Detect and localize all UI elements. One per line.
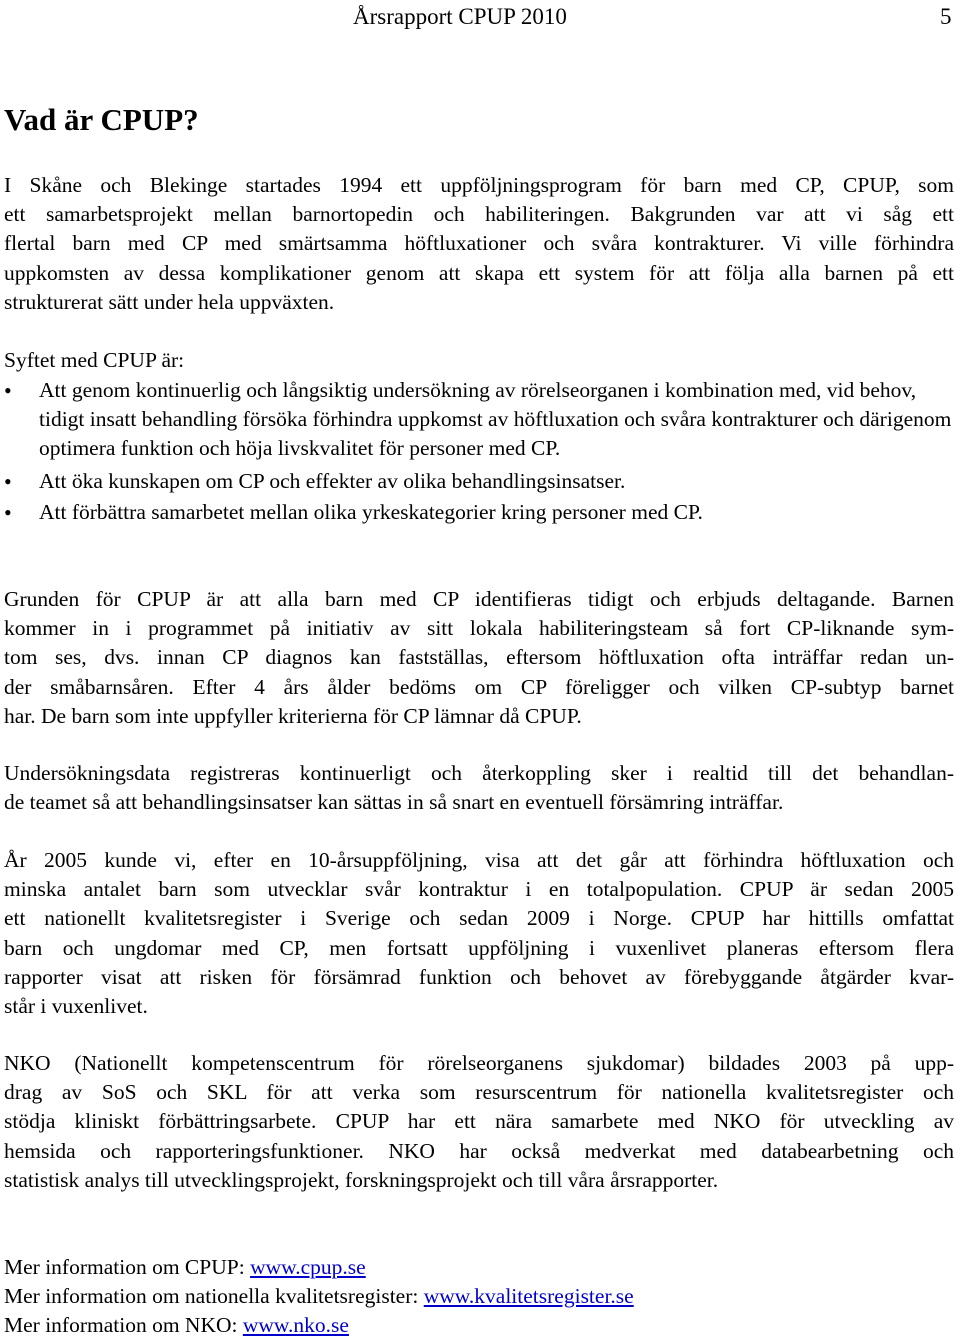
purpose-list (4, 376, 954, 527)
basis-paragraph (4, 585, 954, 731)
page-number: 5 (940, 4, 952, 29)
text-line: Grunden för CPUP är att alla barn med CP identifieras tidigt och erbjuds deltagande. Barnen (4, 587, 954, 611)
text-line: Undersökningsdata registreras kontinuerligt och återkoppling sker i realtid till det behandlan- (4, 761, 954, 785)
text-line: uppkomsten av dessa komplikationer genom att skapa ett system för att följa alla barnen på ett (4, 260, 954, 285)
info-label: Mer information om NKO: (4, 1313, 243, 1338)
text-line: I Skåne och Blekinge startades 1994 ett uppföljningsprogram för barn med CP, CPUP, som (4, 173, 954, 197)
text-line: stödja kliniskt förbättringsarbete. CPUP har ett nära samarbete med NKO för utveckling av (4, 1109, 954, 1134)
intro-paragraph (4, 171, 954, 317)
list-item: • Att förbättra samarbetet mellan olika yrkeskategorier kring personer med CP. (4, 498, 954, 527)
text-line: barn och ungdomar med CP, men fortsatt uppföljning i vuxenlivet planeras eftersom flera (4, 935, 954, 960)
text-line: tom ses, dvs. innan CP diagnos kan fastställas, eftersom höftluxation ofta inträffar redan un- (4, 645, 954, 670)
text-line: hemsida och rapporteringsfunktioner. NKO har också medverkat med databearbetning och (4, 1138, 954, 1163)
text-line: flertal barn med CP med smärtsamma höftluxationer och svåra kontrakturer. Vi ville förhindra (4, 231, 954, 256)
nko-paragraph (4, 1049, 954, 1195)
text-line: ett samarbetsprojekt mellan barnortopedin och habiliteringen. Bakgrunden var att vi såg ett (4, 202, 954, 227)
section-heading: Vad är CPUP? (4, 102, 199, 137)
list-item: • Att genom kontinuerlig och långsiktig undersökning av rörelseorganen i kombination med, vid behov, tidigt insatt behandling försöka förhindra uppkomst av höftluxation och svåra kontrakturer och därigenom optimera funktion och höja livskvalitet för personer med CP. (4, 376, 954, 464)
info-label: Mer information om CPUP: (4, 1255, 251, 1279)
page-header (0, 4, 960, 34)
info-links (4, 1253, 954, 1341)
info-line-cpup (4, 1253, 954, 1282)
list-item: • Att öka kunskapen om CP och effekter av olika behandlingsinsatser. (4, 467, 954, 496)
text-line: statistisk analys till utvecklingsprojekt, forskningsprojekt och till våra årsrapporter. (4, 1167, 719, 1192)
text-line: rapporter visat att risken för försämrad funktion och behovet av förebyggande åtgärder kvar- (4, 964, 954, 989)
info-line-nko (4, 1311, 954, 1340)
text-line: ett nationellt kvalitetsregister i Sverige och sedan 2009 i Norge. CPUP har hittills omfattat (4, 906, 954, 931)
info-line-registers (4, 1282, 954, 1311)
text-line: de teamet så att behandlingsinsatser kan sättas in så snart en eventuell försämring inträffar. (4, 790, 784, 815)
text-line: drag av SoS och SKL för att verka som resurscentrum för nationella kvalitetsregister och (4, 1080, 954, 1105)
text-line: kommer in i programmet på initiativ av sitt lokala habiliteringsteam så fort CP-liknande sym- (4, 616, 954, 641)
history-paragraph (4, 846, 954, 1021)
data-paragraph (4, 759, 954, 817)
report-title: Årsrapport CPUP 2010 (353, 4, 567, 29)
text-line: År 2005 kunde vi, efter en 10-årsuppföljning, visa att det går att förhindra höftluxation och (4, 848, 954, 872)
text-line: strukturerat sätt under hela uppväxten. (4, 289, 335, 314)
purpose-label: Syftet med CPUP är: (4, 348, 185, 372)
text-line: minska antalet barn som utvecklar svår kontraktur i en totalpopulation. CPUP är sedan 2005 (4, 877, 954, 902)
nko-link[interactable]: www.nko.se (242, 1313, 349, 1338)
kvalitetsregister-link[interactable]: www.kvalitetsregister.se (423, 1284, 634, 1309)
cpup-link[interactable]: www.cpup.se (250, 1255, 366, 1279)
text-line: står i vuxenlivet. (4, 994, 148, 1019)
text-line: der småbarnsåren. Efter 4 års ålder bedöms om CP föreligger och vilken CP-subtyp barnet (4, 674, 954, 699)
info-label: Mer information om nationella kvalitetsregister: (4, 1284, 424, 1309)
text-line: har. De barn som inte uppfyller kriterierna för CP lämnar då CPUP. (4, 703, 582, 728)
text-line: NKO (Nationellt kompetenscentrum för rörelseorganens sjukdomar) bildades 2003 på upp- (4, 1051, 954, 1075)
